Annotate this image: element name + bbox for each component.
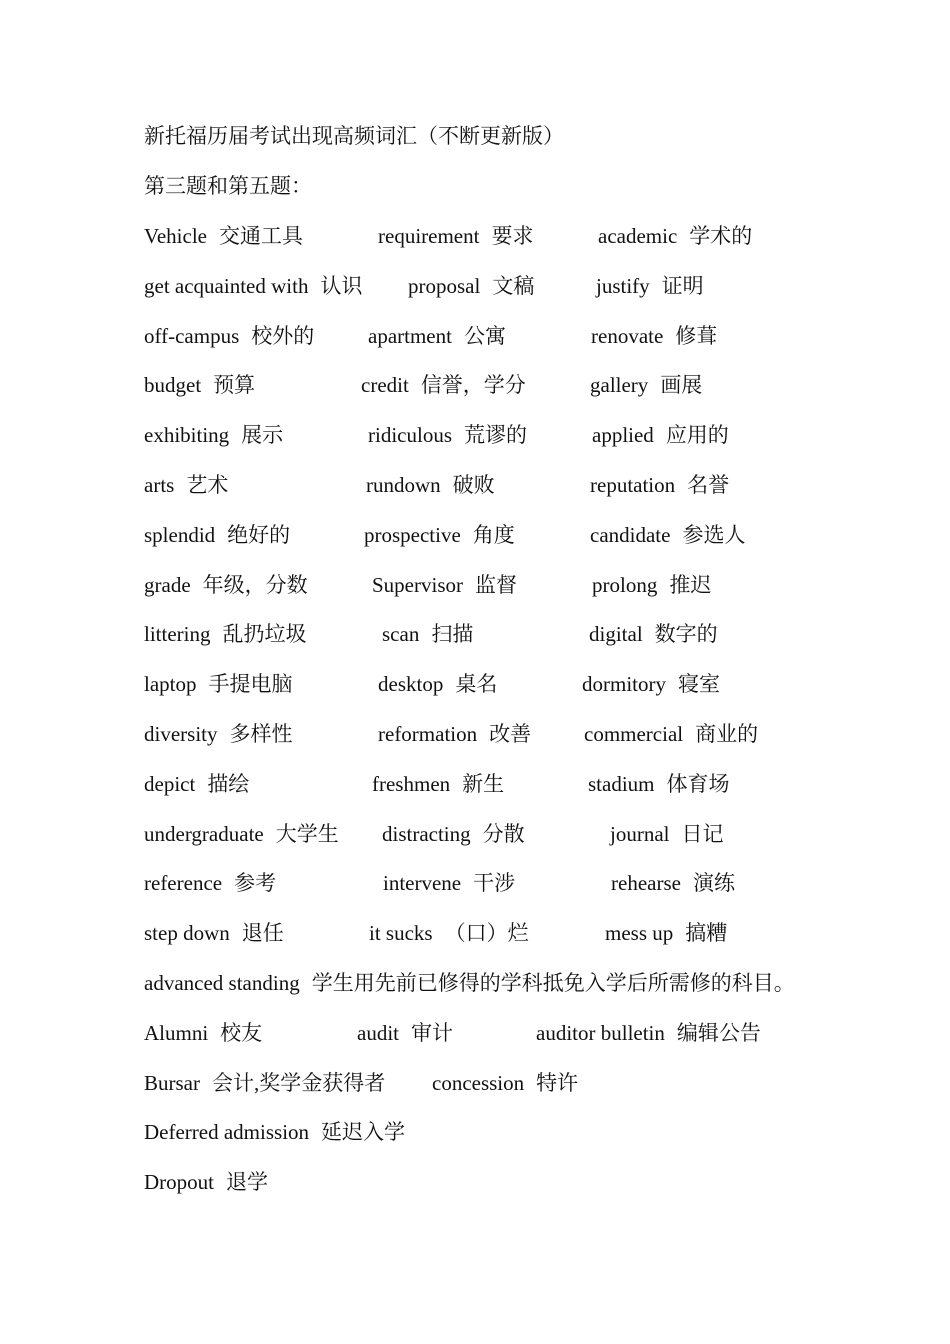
vocab-entry xyxy=(368,421,527,449)
vocab-entry xyxy=(144,521,290,549)
vocab-word: Supervisor xyxy=(372,572,463,597)
vocab-entry xyxy=(144,471,228,499)
vocab-meaning: 日记 xyxy=(681,821,724,846)
vocab-word: reference xyxy=(144,871,223,896)
vocab-word: budget xyxy=(144,373,202,398)
vocab-entry xyxy=(611,869,735,897)
vocab-word: digital xyxy=(589,622,643,647)
document-title: 新托福历届考试出现高频词汇（不断更新版） xyxy=(144,124,564,148)
vocab-meaning: 退学 xyxy=(226,1170,268,1195)
vocab-meaning: 参考 xyxy=(234,871,277,896)
vocab-meaning: 证明 xyxy=(661,273,704,298)
vocab-entry xyxy=(584,720,758,748)
vocab-meaning: 描绘 xyxy=(207,771,250,796)
vocab-entry xyxy=(144,1118,405,1146)
vocab-word: splendid xyxy=(144,522,216,547)
vocab-entry xyxy=(144,869,276,897)
vocab-entry xyxy=(144,820,339,848)
vocab-meaning: 交通工具 xyxy=(218,224,303,248)
vocab-word: commercial xyxy=(584,722,684,746)
vocab-word: mess up xyxy=(605,921,674,946)
vocab-word: exhibiting xyxy=(144,423,230,448)
vocab-word: desktop xyxy=(378,672,444,697)
vocab-entry xyxy=(596,272,704,300)
vocab-entry xyxy=(383,869,515,897)
vocab-meaning: 认识 xyxy=(320,273,363,298)
vocab-entry xyxy=(592,571,711,599)
vocab-word: distracting xyxy=(382,821,471,846)
section-heading: 第三题和第五题： xyxy=(144,174,312,198)
vocab-word: scan xyxy=(382,622,420,647)
vocab-meaning: 要求 xyxy=(491,224,534,248)
vocab-meaning: 分散 xyxy=(482,821,525,846)
vocab-meaning: 寝室 xyxy=(678,672,720,697)
vocab-meaning: 大学生 xyxy=(275,821,339,846)
vocab-entry xyxy=(378,720,531,748)
vocab-word: Dropout xyxy=(144,1170,214,1195)
vocab-word: freshmen xyxy=(372,771,451,796)
vocab-entry xyxy=(144,1168,268,1196)
vocab-word: advanced standing xyxy=(144,971,300,995)
vocab-entry xyxy=(592,421,729,449)
vocab-entry xyxy=(144,222,303,250)
vocab-word: it sucks xyxy=(369,921,433,946)
vocab-meaning: 学生用先前已修得的学科抵免入学后所需修的科目。 xyxy=(311,971,795,995)
vocab-meaning: 破败 xyxy=(452,473,495,497)
vocab-entry xyxy=(372,571,517,599)
vocab-entry xyxy=(368,322,506,350)
vocab-meaning: 多样性 xyxy=(229,722,293,746)
vocab-word: reputation xyxy=(590,473,676,497)
vocab-entry xyxy=(144,421,283,449)
vocab-word: get acquainted with xyxy=(144,273,309,298)
vocab-word: academic xyxy=(598,224,678,248)
vocab-meaning: 特许 xyxy=(536,1070,579,1095)
vocab-entry xyxy=(408,272,534,300)
vocab-entry xyxy=(536,1019,761,1047)
vocab-word: reformation xyxy=(378,722,478,746)
vocab-entry xyxy=(589,620,718,648)
vocab-entry xyxy=(364,521,515,549)
vocab-word: candidate xyxy=(590,522,671,547)
vocab-word: laptop xyxy=(144,672,197,697)
vocab-word: prospective xyxy=(364,522,461,547)
vocab-meaning: 预算 xyxy=(213,373,256,398)
vocab-entry xyxy=(144,770,249,798)
vocab-word: journal xyxy=(610,821,670,846)
vocab-meaning: 干涉 xyxy=(473,871,516,896)
vocab-meaning: 学术的 xyxy=(689,224,753,248)
vocab-meaning: 改善 xyxy=(489,722,532,746)
vocab-word: rehearse xyxy=(611,871,681,896)
vocab-entry xyxy=(372,770,504,798)
vocab-meaning: 画展 xyxy=(660,373,703,398)
vocab-word: auditor bulletin xyxy=(536,1020,665,1045)
vocab-meaning: 商业的 xyxy=(695,722,759,746)
vocab-entry xyxy=(605,919,727,947)
vocab-word: credit xyxy=(361,373,409,398)
vocab-word: undergraduate xyxy=(144,821,264,846)
vocab-entry xyxy=(144,720,293,748)
vocab-meaning: 监督 xyxy=(475,572,517,597)
vocab-entry xyxy=(382,620,473,648)
vocab-entry xyxy=(590,521,745,549)
vocab-meaning: 信誉，学分 xyxy=(420,373,526,398)
vocab-word: off-campus xyxy=(144,323,240,348)
vocab-entry xyxy=(588,770,730,798)
vocab-entry xyxy=(144,272,362,300)
vocab-word: rundown xyxy=(366,473,441,497)
vocab-word: requirement xyxy=(378,224,480,248)
vocab-word: Bursar xyxy=(144,1070,200,1095)
vocab-entry xyxy=(144,919,284,947)
vocab-entry xyxy=(144,969,795,997)
vocab-meaning: 艺术 xyxy=(186,473,229,497)
vocab-entry xyxy=(144,322,314,350)
vocab-meaning: 乱扔垃圾 xyxy=(222,622,307,647)
vocab-entry xyxy=(144,620,307,648)
vocab-word: justify xyxy=(596,273,650,298)
vocab-word: dormitory xyxy=(582,672,666,697)
vocab-meaning: 年级，分数 xyxy=(202,572,308,597)
vocab-meaning: 数字的 xyxy=(654,622,718,647)
vocab-meaning: 文稿 xyxy=(492,273,535,298)
vocab-meaning: 推迟 xyxy=(669,572,712,597)
vocab-meaning: 参选人 xyxy=(682,522,746,547)
vocab-word: Vehicle xyxy=(144,224,207,248)
vocab-entry xyxy=(591,322,717,350)
vocab-meaning: 扫描 xyxy=(431,622,474,647)
vocab-word: step down xyxy=(144,921,230,946)
vocab-entry xyxy=(369,919,529,947)
vocab-meaning: （口）烂 xyxy=(444,921,529,946)
vocab-word: diversity xyxy=(144,722,218,746)
vocab-entry xyxy=(378,222,533,250)
vocab-word: renovate xyxy=(591,323,664,348)
vocab-entry xyxy=(366,471,495,499)
vocab-meaning: 桌名 xyxy=(455,672,498,697)
vocab-meaning: 修葺 xyxy=(675,323,718,348)
vocab-meaning: 绝好的 xyxy=(227,522,291,547)
vocab-entry xyxy=(144,670,293,698)
vocab-entry xyxy=(361,371,526,399)
vocab-word: intervene xyxy=(383,871,462,896)
vocab-entry xyxy=(382,820,525,848)
vocab-meaning: 名誉 xyxy=(687,473,730,497)
vocab-word: concession xyxy=(432,1070,525,1095)
vocab-word: ridiculous xyxy=(368,423,452,448)
vocab-entry xyxy=(144,1069,385,1097)
vocab-word: littering xyxy=(144,622,211,647)
vocab-meaning: 演练 xyxy=(692,871,735,896)
vocab-meaning: 会计,奖学金获得者 xyxy=(212,1070,386,1095)
vocab-word: apartment xyxy=(368,323,452,348)
vocab-entry xyxy=(144,371,255,399)
vocab-word: proposal xyxy=(408,273,481,298)
vocab-meaning: 手提电脑 xyxy=(208,672,293,697)
vocab-word: depict xyxy=(144,771,196,796)
vocab-meaning: 体育场 xyxy=(666,771,730,796)
vocab-meaning: 应用的 xyxy=(665,423,729,448)
vocab-meaning: 荒谬的 xyxy=(464,423,527,448)
vocab-meaning: 校外的 xyxy=(251,323,315,348)
vocab-word: arts xyxy=(144,473,175,497)
vocab-entry xyxy=(144,571,308,599)
vocab-entry xyxy=(144,1019,262,1047)
vocab-word: Alumni xyxy=(144,1020,209,1045)
vocab-entry xyxy=(432,1069,578,1097)
vocab-meaning: 审计 xyxy=(411,1020,453,1045)
vocab-meaning: 新生 xyxy=(462,771,505,796)
vocab-meaning: 搞糟 xyxy=(685,921,728,946)
vocab-entry xyxy=(610,820,723,848)
vocab-meaning: 展示 xyxy=(241,423,284,448)
vocab-word: prolong xyxy=(592,572,658,597)
vocab-entry xyxy=(378,670,497,698)
vocab-entry xyxy=(598,222,752,250)
vocab-meaning: 公寓 xyxy=(463,323,506,348)
vocab-meaning: 角度 xyxy=(472,522,515,547)
vocab-entry xyxy=(357,1019,453,1047)
vocab-meaning: 校友 xyxy=(220,1020,263,1045)
vocab-entry xyxy=(590,471,729,499)
vocab-entry xyxy=(582,670,720,698)
vocab-entry xyxy=(590,371,702,399)
vocab-word: stadium xyxy=(588,771,655,796)
vocab-word: audit xyxy=(357,1020,399,1045)
vocab-word: grade xyxy=(144,572,191,597)
vocab-word: applied xyxy=(592,423,654,448)
vocab-word: Deferred admission xyxy=(144,1120,310,1145)
vocab-meaning: 编辑公告 xyxy=(676,1020,761,1045)
vocab-meaning: 退任 xyxy=(241,921,284,946)
vocab-word: gallery xyxy=(590,373,649,398)
vocab-meaning: 延迟入学 xyxy=(321,1120,406,1145)
